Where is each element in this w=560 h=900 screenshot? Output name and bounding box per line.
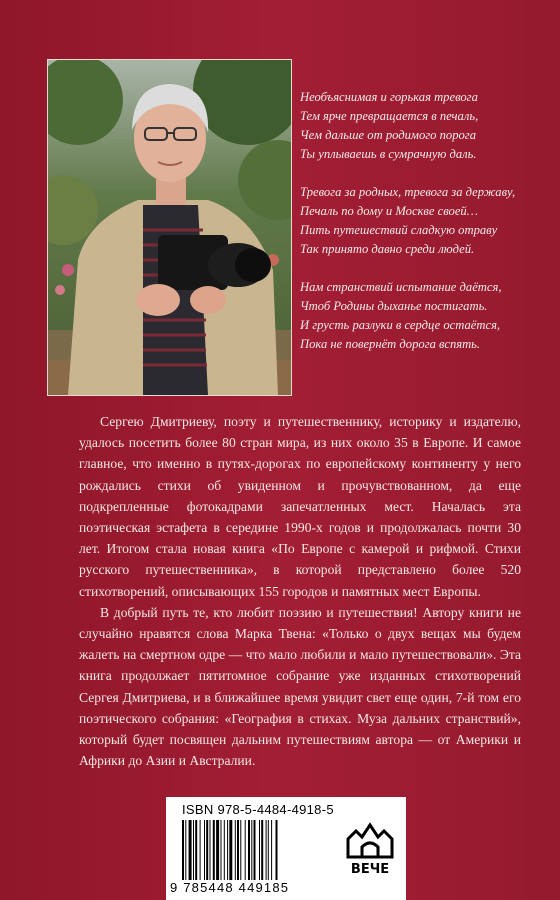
- poem-line: И грусть разлуки в сердце остаётся,: [300, 318, 501, 332]
- author-photo: [47, 59, 292, 396]
- poem-line: Ты уплываешь в сумрачную даль.: [300, 147, 477, 161]
- publisher-name: ВЕЧЕ: [350, 862, 390, 877]
- annotation-text: [79, 411, 521, 771]
- poem-line: Чем дальше от родимого порога: [300, 128, 476, 142]
- poem-line: Печаль по дому и Москве своей…: [300, 204, 478, 218]
- annotation-paragraph-2: В добрый путь те, кто любит поэзию и путешествия! Автору книги не случайно нравятся слова Марка Твена: «Только о двух вещах мы будем жалеть на смертном одре — что мало любили и мало путешествовали». Эта книга продолжает пятитомное собрание уже изданных стихотворений Сергея Дмитриева, и в ближайшее время увидит свет еще один, 7-й том его поэтического собрания: «География в стихах. Муза дальних странствий», который будет посвящен дальним путешествиям автора — от Америки и Африки до Азии и Австралии.: [79, 604, 521, 769]
- isbn-label: ISBN 978-5-4484-4918-5: [182, 802, 334, 817]
- poem-line: Тем ярче превращается в печаль,: [300, 109, 479, 123]
- poem-line: Пить путешествий сладкую отраву: [300, 223, 498, 237]
- annotation-paragraph-1: Сергею Дмитриеву, поэту и путешественнику, историку и издателю, удалось посетить более 80 стран мира, из них около 35 в Европе. И самое главное, что именно в путях-дорогах по европейскому континенту у него рождались стихи об увиденном и прочувствованном, да еще подкрепленные фотокадрами запечатленных мест. Началась эта поэтическая эстафета в середине 1990-х годов и продолжалась почти 30 лет. Итогом стала новая книга «По Европе с камерой и рифмой. Стихи русского путешественника», в которой представлено более 520 стихотворений, описывающих 155 городов и памятных мест Европы.: [79, 414, 521, 599]
- poem-stanza-2: [300, 183, 550, 259]
- barcode: [180, 820, 332, 880]
- poem-line: Необъяснимая и горькая тревога: [300, 90, 478, 104]
- poem-line: Тревога за родных, тревога за державу,: [300, 185, 516, 199]
- barcode-digits: 9 785448 449185: [170, 880, 290, 895]
- poem-stanza-1: [300, 88, 550, 164]
- poem: [300, 88, 550, 373]
- poem-line: Нам странствий испытание даётся,: [300, 280, 502, 294]
- poem-line: Чтоб Родины дыханье постигать.: [300, 299, 488, 313]
- poem-line: Пока не повернёт дорога вспять.: [300, 337, 481, 351]
- poem-line: Так принято давно среди людей.: [300, 242, 475, 256]
- poem-stanza-3: [300, 278, 550, 354]
